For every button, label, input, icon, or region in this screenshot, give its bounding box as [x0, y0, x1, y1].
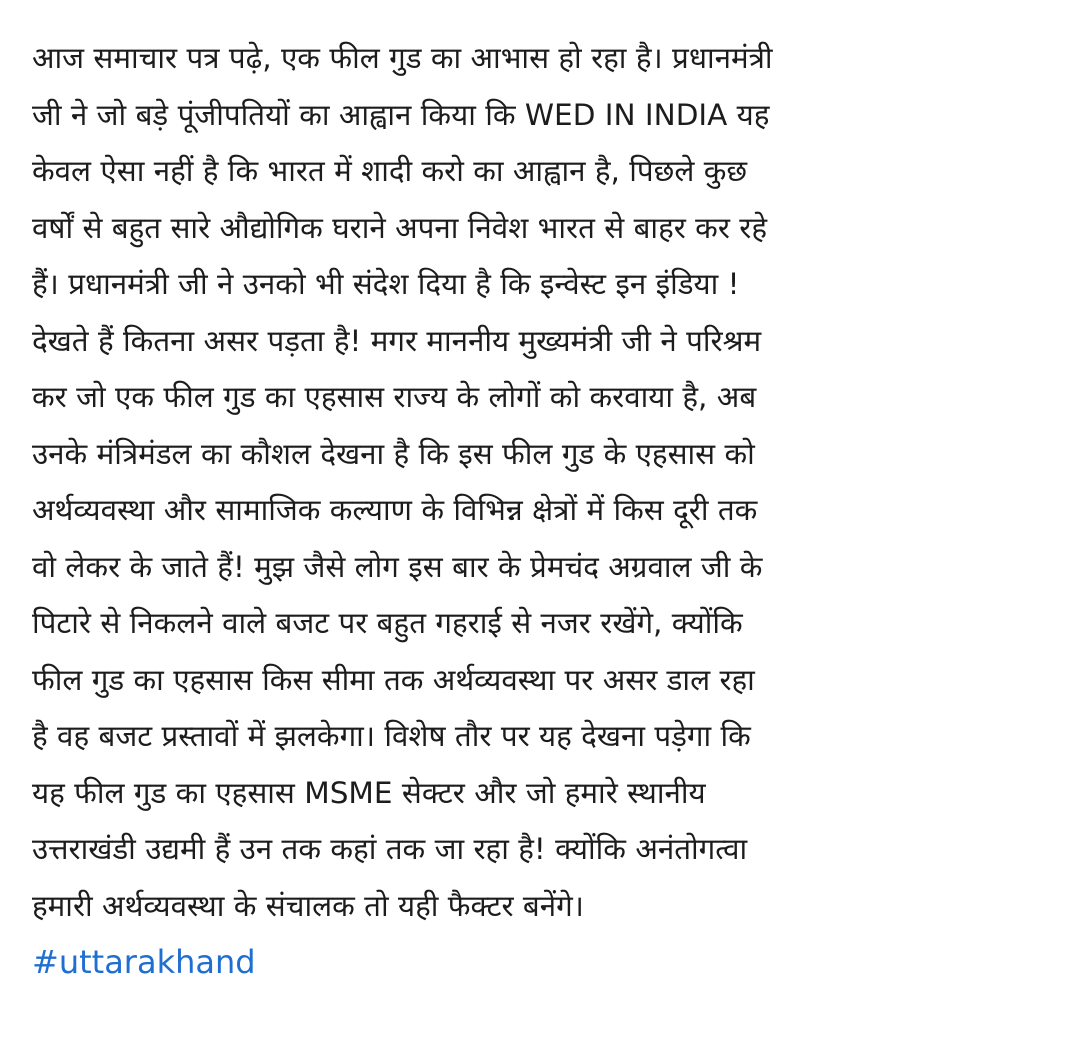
post-text-line: वर्षों से बहुत सारे औद्योगिक घराने अपना निवेश भारत से बाहर कर रहे [32, 210, 768, 245]
post-text-line: पिटारे से निकलने वाले बजट पर बहुत गहराई से नजर रखेंगे, क्योंकि [32, 606, 743, 640]
post-text-line: जी ने जो बड़े पूंजीपतियों का आह्वान किया कि WED IN INDIA यह [32, 97, 770, 132]
post-text-line: वो लेकर के जाते हैं! मुझ जैसे लोग इस बार के प्रेमचंद अग्रवाल जी के [32, 549, 763, 584]
post-text-line: देखते हैं कितना असर पड़ता है! मगर माननीय मुख्यमंत्री जी ने परिश्रम [32, 323, 762, 358]
post-text-line: उनके मंत्रिमंडल का कौशल देखना है कि इस फील गुड के एहसास को [32, 436, 755, 471]
post-text-line: है वह बजट प्रस्तावों में झलकेगा। विशेष तौर पर यह देखना पड़ेगा कि [32, 719, 751, 753]
post-text-line: कर जो एक फील गुड का एहसास राज्य के लोगों को करवाया है, अब [32, 380, 757, 414]
post-text-line: केवल ऐसा नहीं है कि भारत में शादी करो का आह्वान है, पिछले कुछ [32, 154, 748, 188]
post-text-line: उत्तराखंडी उद्यमी हैं उन तक कहां तक जा रहा है! क्योंकि अनंतोगत्वा [32, 832, 748, 866]
post-body [32, 30, 1052, 990]
post-text-line: फील गुड का एहसास किस सीमा तक अर्थव्यवस्था पर असर डाल रहा [32, 662, 755, 697]
hashtag-link[interactable]: #uttarakhand [32, 943, 256, 981]
post-text-line: अर्थव्यवस्था और सामाजिक कल्याण के विभिन्न क्षेत्रों में किस दूरी तक [32, 493, 758, 527]
post-text-line: हैं। प्रधानमंत्री जी ने उनको भी संदेश दिया है कि इन्वेस्ट इन इंडिया ! [32, 267, 740, 301]
post-text-line: यह फील गुड का एहसास MSME सेक्टर और जो हमारे स्थानीय [32, 775, 706, 810]
hashtag-row [32, 934, 1052, 990]
post-text-line: हमारी अर्थव्यवस्था के संचालक तो यही फैक्टर बनेंगे। [32, 888, 584, 923]
post-text-line: आज समाचार पत्र पढ़े, एक फील गुड का आभास हो रहा है। प्रधानमंत्री [32, 41, 773, 75]
